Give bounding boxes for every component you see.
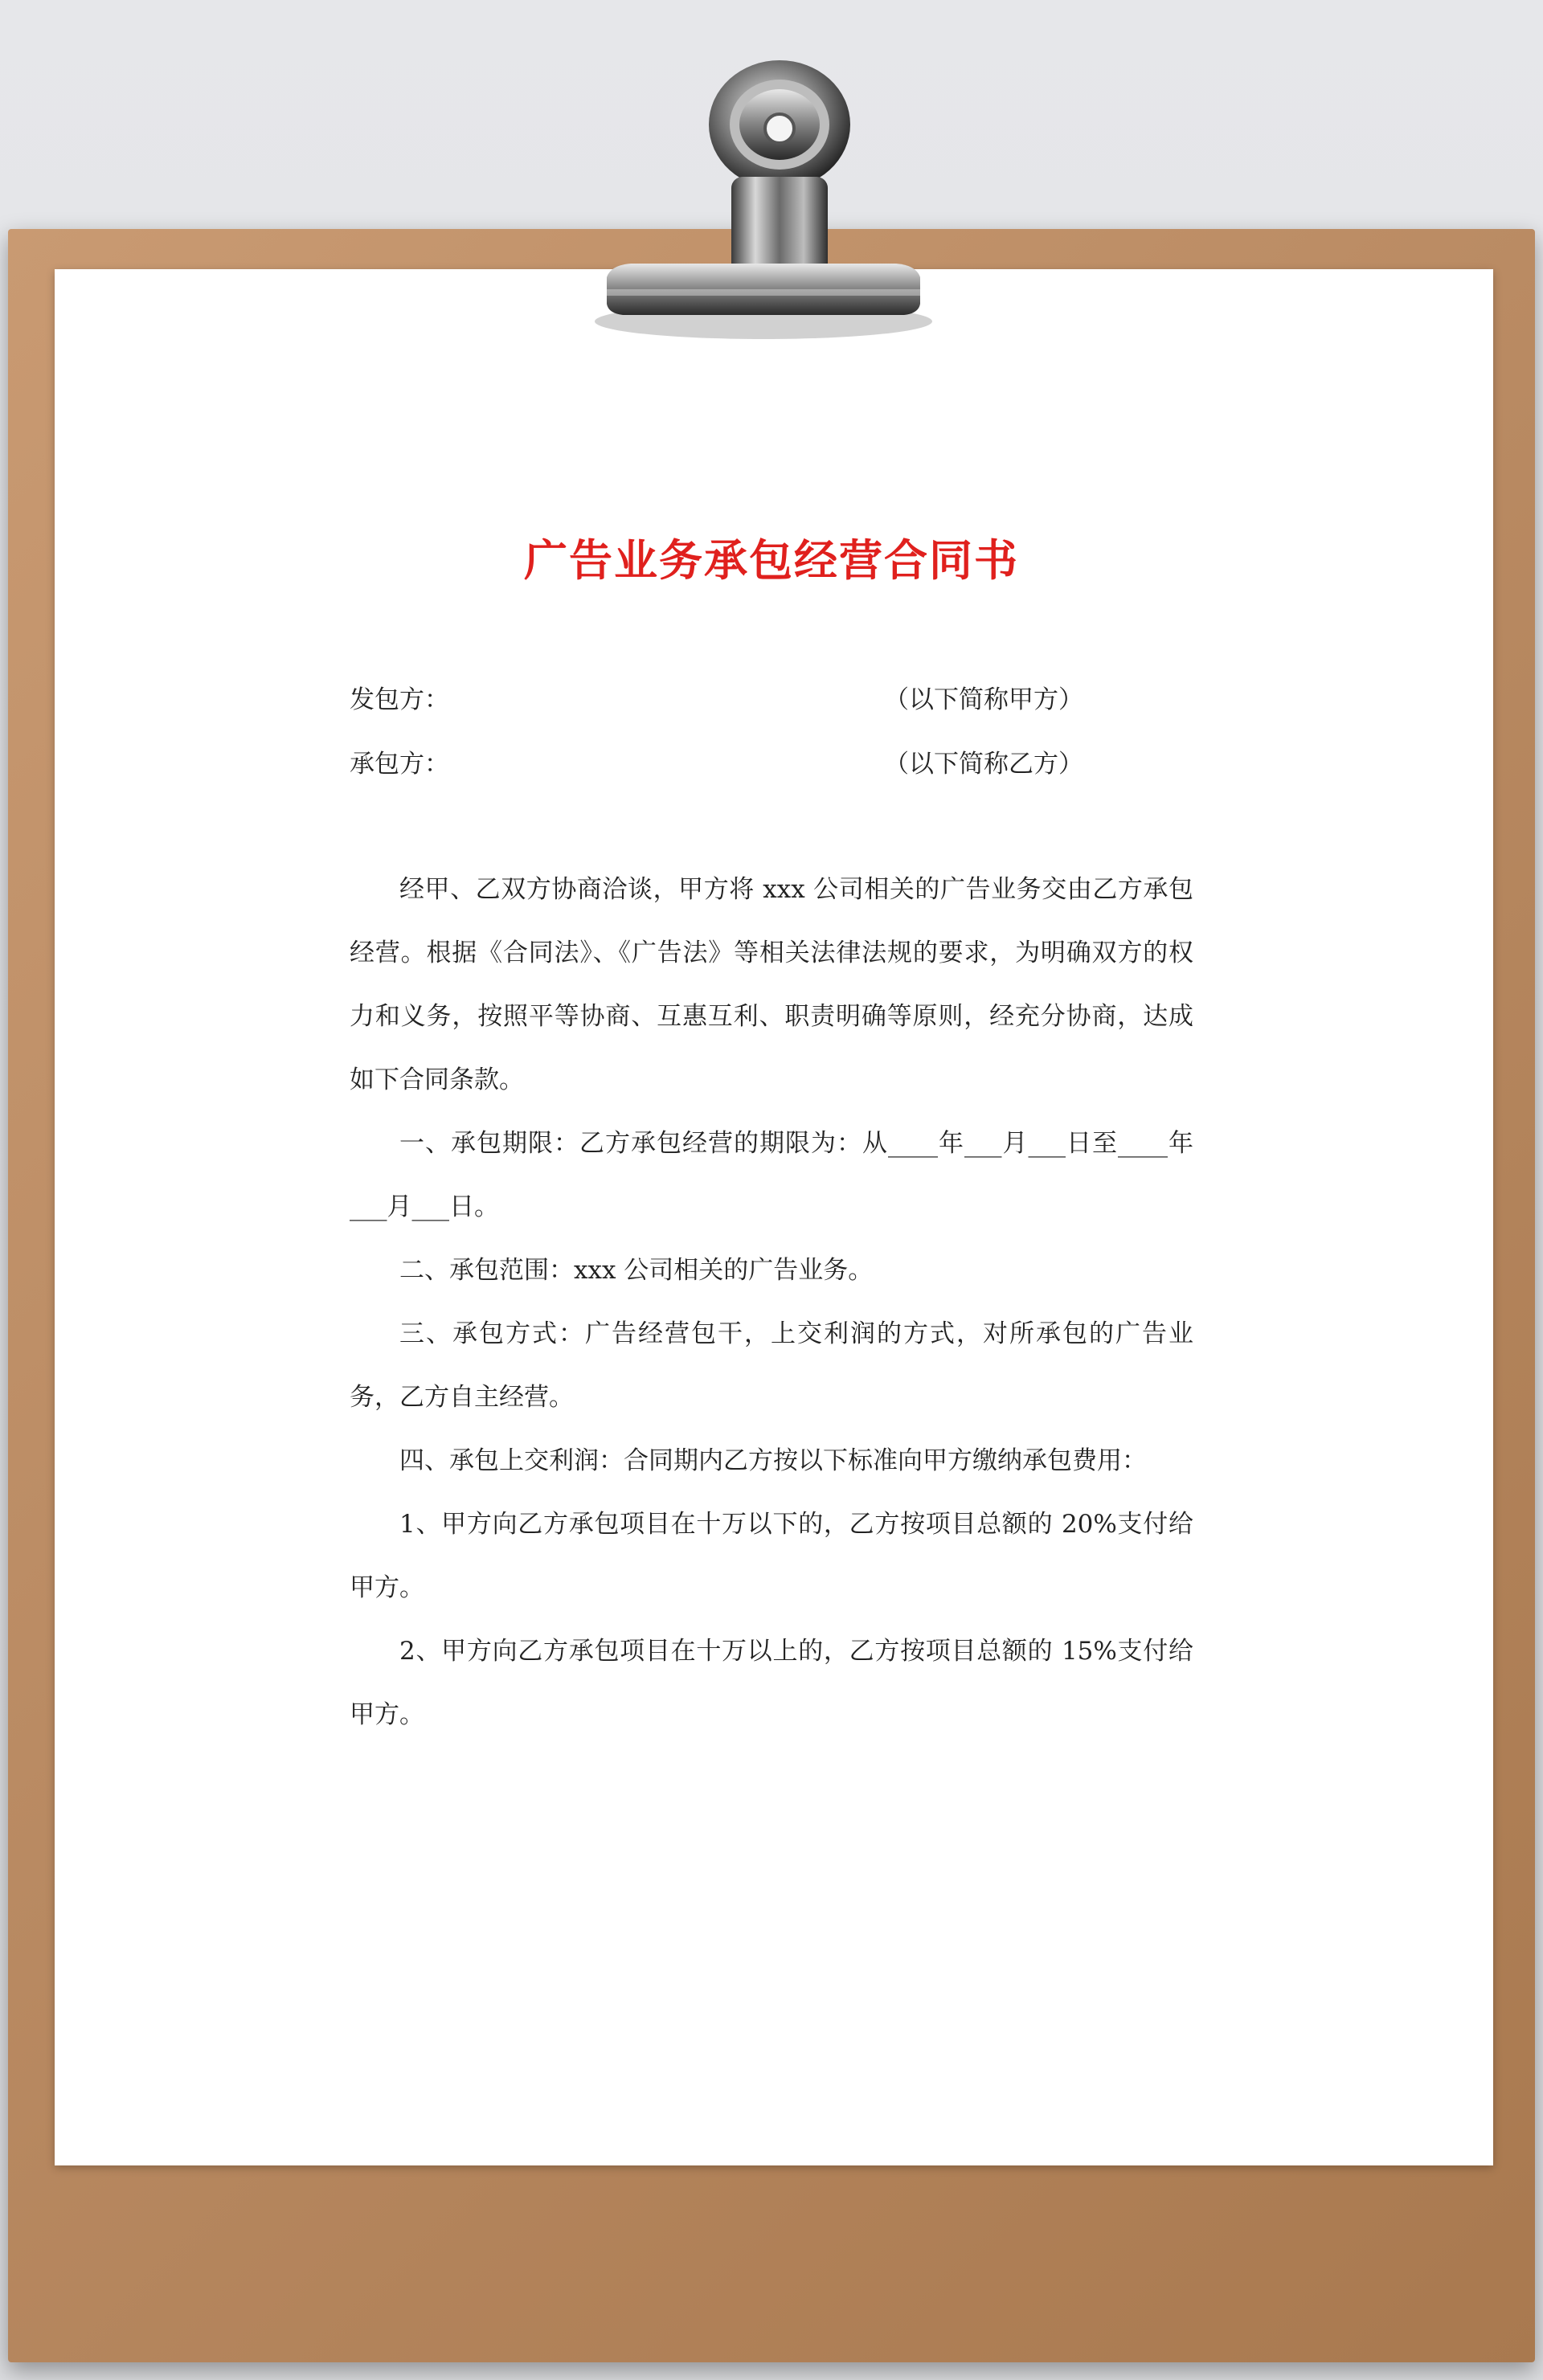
contract-title: 广告业务承包经营合同书 [524,535,1019,586]
employer-label: 发包方： [350,685,449,714]
binder-clip-icon [575,48,952,354]
contractor-note: （以下简称乙方） [884,750,1083,779]
employer-note: （以下简称甲方） [884,685,1083,714]
intro-paragraph: 经甲、乙双方协商洽谈，甲方将 xxx 公司相关的广告业务交由乙方承包经营。根据《合同法》、《广告法》等相关法律法规的要求，为明确双方的权力和义务，按照平等协商、互惠互利、职责明确等原则，经充分协商，达成如下合同条款。 [350,875,1193,1094]
clause-method: 三、承包方式：广告经营包干，上交利润的方式，对所承包的广告业务，乙方自主经营。 [350,1319,1193,1412]
contract-body [350,858,1193,1747]
clause-scope: 二、承包范围：xxx 公司相关的广告业务。 [399,1256,874,1285]
clause-term: 一、承包期限：乙方承包经营的期限为：从____年___月___日至____年___月___日。 [350,1129,1193,1221]
clause-profit: 四、承包上交利润：合同期内乙方按以下标准向甲方缴纳承包费用： [399,1446,1147,1475]
contractor-label: 承包方： [350,750,449,779]
clause-profit-item-2: 2、甲方向乙方承包项目在十万以上的，乙方按项目总额的 15%支付给甲方。 [350,1637,1193,1729]
clause-profit-item-1: 1、甲方向乙方承包项目在十万以下的，乙方按项目总额的 20%支付给甲方。 [350,1510,1193,1602]
